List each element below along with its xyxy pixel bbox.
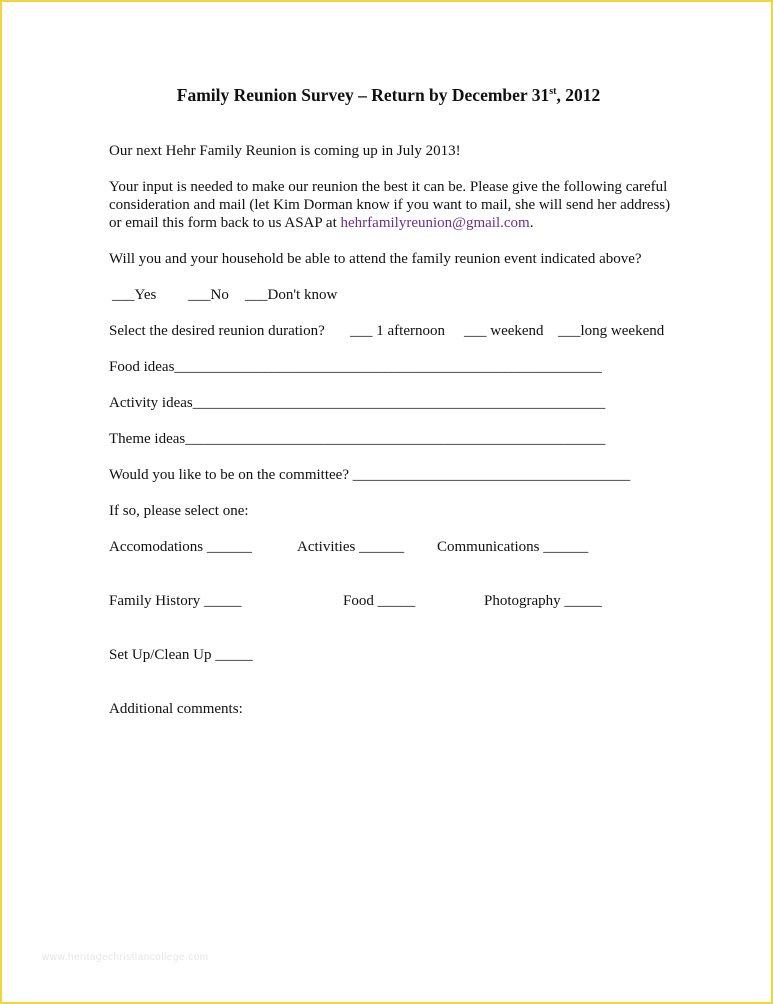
committee-communications[interactable]: Communications ______ <box>437 539 589 555</box>
duration-label: Select the desired reunion duration? <box>109 323 325 339</box>
attend-option-no[interactable]: ___No <box>188 287 229 303</box>
theme-ideas-field[interactable]: Theme ideas________________________________________________________ <box>109 431 606 447</box>
food-ideas-field[interactable]: Food ideas_________________________________________________________ <box>109 359 602 375</box>
attend-option-yes[interactable]: ___Yes <box>112 287 157 303</box>
duration-option-afternoon[interactable]: ___ 1 afternoon <box>350 323 445 339</box>
committee-question-field[interactable]: Would you like to be on the committee? _____________________________________ <box>109 467 631 483</box>
intro-text: Our next Hehr Family Reunion is coming up in July 2013! <box>109 143 461 159</box>
activity-ideas-field[interactable]: Activity ideas_______________________________________________________ <box>109 395 606 411</box>
committee-family-history[interactable]: Family History _____ <box>109 593 242 609</box>
page-title: Family Reunion Survey – Return by December 31st, 2012 <box>176 85 601 105</box>
committee-accomodations[interactable]: Accomodations ______ <box>109 539 252 555</box>
watermark: www.heritagechristiancollege.com <box>42 952 209 963</box>
committee-setup-cleanup[interactable]: Set Up/Clean Up _____ <box>109 647 253 663</box>
attend-question: Will you and your household be able to attend the family reunion event indicated above? <box>109 251 642 267</box>
select-one-label: If so, please select one: <box>109 503 249 519</box>
email-link[interactable]: hehrfamilyreunion@gmail.com <box>340 215 530 231</box>
committee-photography[interactable]: Photography _____ <box>484 593 602 609</box>
committee-food[interactable]: Food _____ <box>343 593 416 609</box>
duration-option-weekend[interactable]: ___ weekend <box>464 323 544 339</box>
committee-activities[interactable]: Activities ______ <box>297 539 405 555</box>
duration-option-long-weekend[interactable]: ___long weekend <box>558 323 665 339</box>
attend-option-dont-know[interactable]: ___Don't know <box>245 287 338 303</box>
input-paragraph: Your input is needed to make our reunion the best it can be. Please give the following careful consideration and mail (let Kim Dorman know if you want to mail, she will send her address) or email this form back to us ASAP at hehrfamilyreunion@gmail.com. <box>109 179 671 231</box>
additional-comments-label: Additional comments: <box>109 701 243 717</box>
